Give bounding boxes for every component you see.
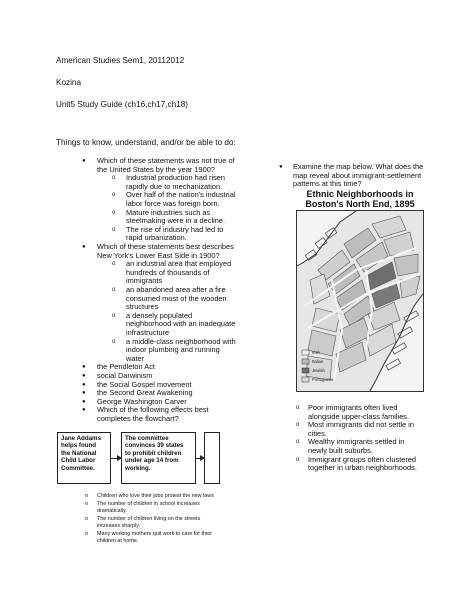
circle-bullet-icon: o xyxy=(85,501,88,507)
circle-bullet-icon: o xyxy=(112,175,116,182)
q2-option-a: an industrial area that employed xyxy=(126,259,232,269)
term-social-darwinism: social Darwinism xyxy=(97,371,153,380)
flowchart-box-2 xyxy=(121,432,196,484)
flowchart-box-1-line: the National xyxy=(61,449,97,457)
circle-bullet-icon: o xyxy=(112,338,116,345)
bullet-icon: ● xyxy=(82,381,86,388)
intro-line: Things to know, understand, and/or be able to do: xyxy=(56,138,236,147)
legend-swatch-jewish xyxy=(302,368,309,373)
q2-text-2: New York's Lower East Side in 1900? xyxy=(97,250,220,260)
q2-option-b-3: structures xyxy=(126,302,159,312)
circle-bullet-icon: o xyxy=(112,287,116,293)
q2-option-c-2: neighborhood with an inadequate xyxy=(126,319,236,329)
q2-option-a-3: immigrants xyxy=(126,276,163,286)
bullet-icon: ● xyxy=(82,364,86,371)
circle-bullet-icon: o xyxy=(296,456,300,463)
term-second-great-awakening: the Second Great Awakening xyxy=(97,388,193,398)
q4-option-a: Poor immigrants often lived xyxy=(308,403,398,412)
q2-text-1: Which of these statements best describes xyxy=(97,242,234,251)
legend-irish: Irish xyxy=(312,350,320,355)
bullet-icon: ● xyxy=(82,244,86,250)
map-title-line-2: Boston's North End, 1895 xyxy=(305,199,415,209)
flowchart-box-1-line: Committee. xyxy=(61,464,95,472)
q1-option-a-2: rapidly due to mechanization. xyxy=(126,181,223,191)
term-social-gospel: the Social Gospel movement xyxy=(97,379,192,389)
circle-bullet-icon: o xyxy=(85,516,88,522)
term-george-washington-carver: George Washington Carver xyxy=(97,396,187,406)
q1-option-b-2: labor force was foreign born. xyxy=(126,199,220,208)
circle-bullet-icon: o xyxy=(85,493,88,499)
flowchart-box-1-line: Child Labor xyxy=(61,457,96,465)
bullet-icon: ● xyxy=(279,164,283,170)
flowchart-arrow-2 xyxy=(196,458,204,459)
teacher-name: Kozina xyxy=(56,78,82,87)
q3-option-a: Children who love their jobs protest the new laws xyxy=(97,493,214,499)
q2-option-b-2: consumed most of the wooden xyxy=(126,293,227,303)
flowchart-box-1-line: helps found xyxy=(61,442,97,450)
flowchart-empty-box xyxy=(204,432,220,484)
map-title-line-1: Ethnic Neighborhoods in xyxy=(306,189,414,199)
q4-option-a-2: alongside upper-class families. xyxy=(308,411,410,421)
flowchart-arrow-1 xyxy=(111,458,121,459)
flowchart-box-2-line: to prohibit children xyxy=(125,449,182,457)
flowchart-box-2-line: convinces 39 states xyxy=(125,442,184,450)
q2-option-d: a middle-class neighborhood with xyxy=(126,336,236,346)
q4-option-c-2: newly built suburbs. xyxy=(308,446,373,455)
q2-option-c: a densely populated xyxy=(126,310,193,320)
q1-text-2: the United States by the year 1900? xyxy=(97,164,215,174)
circle-bullet-icon: o xyxy=(112,209,116,216)
unit-title: Unit5 Study Guide (ch16,ch17,ch18) xyxy=(56,100,188,109)
q3-option-b: The number of children in school increases xyxy=(97,501,200,507)
q4-text-1: Examine the map below. What does the xyxy=(293,162,424,171)
q3-option-d-2: children at home. xyxy=(97,537,139,544)
q3-option-c-2: increases sharply. xyxy=(97,522,141,529)
legend-swatch-irish xyxy=(302,350,309,355)
q3-option-d: Many working mothers quit work to care for their xyxy=(97,531,213,537)
legend-italian: Italian xyxy=(312,359,324,364)
q1-option-d: The rise of industry had led to xyxy=(126,224,224,234)
legend-swatch-italian xyxy=(302,359,309,364)
q3-text-1: Which of the following effects best xyxy=(97,405,209,415)
q3-text-2: completes the flowchart? xyxy=(97,414,179,423)
bullet-icon: ● xyxy=(82,390,86,397)
ethnic-neighborhoods-map xyxy=(296,210,424,392)
q2-option-d-2: indoor plumbing and running xyxy=(126,345,220,355)
circle-bullet-icon: o xyxy=(112,192,116,199)
q4-option-b: Most immigrants did not settle in xyxy=(308,420,414,430)
flowchart-box-1 xyxy=(57,432,111,484)
circle-bullet-icon: o xyxy=(112,226,116,233)
circle-bullet-icon: o xyxy=(296,405,300,411)
bullet-icon: ● xyxy=(82,398,86,405)
circle-bullet-icon: o xyxy=(296,422,300,429)
q4-option-d-2: together in urban neighborhoods. xyxy=(308,463,417,473)
legend-swatch-portuguese xyxy=(302,377,309,382)
circle-bullet-icon: o xyxy=(296,439,300,446)
q3-option-c: The number of children living on the streets xyxy=(97,516,201,522)
q1-option-b: Over half of the nation's industrial xyxy=(126,190,236,200)
q1-text-1: Which of these statements was not true of xyxy=(97,156,235,165)
legend-jewish: Jewish xyxy=(312,368,325,373)
circle-bullet-icon: o xyxy=(112,312,116,319)
circle-bullet-icon: o xyxy=(112,261,116,268)
course-title: American Studies Sem1, 20112012 xyxy=(56,56,185,65)
q4-text-3: patterns at this time? xyxy=(293,179,362,189)
legend-portuguese: Portuguese xyxy=(312,377,334,382)
q1-option-a: Industrial production had risen xyxy=(126,173,226,183)
flowchart-box-2-line: working. xyxy=(125,464,151,472)
q2-option-c-3: infrastructure xyxy=(126,328,170,337)
q1-option-c-2: steelmaking were in a decline. xyxy=(126,216,226,226)
q1-option-d-2: rapid urbanization. xyxy=(126,233,187,243)
q4-option-d: Immigrant groups often clustered xyxy=(308,454,417,464)
bullet-icon: ● xyxy=(82,407,86,414)
term-pendleton-act: the Pendleton Act xyxy=(97,362,155,372)
bullet-icon: ● xyxy=(82,158,86,164)
q4-option-b-2: cities. xyxy=(308,428,327,438)
q2-option-d-3: water xyxy=(126,353,145,363)
q4-option-c: Wealthy immigrants settled in xyxy=(308,437,405,447)
bullet-icon: ● xyxy=(82,373,86,379)
circle-bullet-icon: o xyxy=(85,531,88,537)
q1-option-c: Mature industries such as xyxy=(126,207,211,217)
flowchart-box-2-line: The committee xyxy=(125,435,169,442)
flowchart-box-1-line: Jane Addams xyxy=(61,435,102,442)
q4-text-2: map reveal about immigrant-settlement xyxy=(293,170,422,180)
q3-option-b-2: dramatically. xyxy=(97,507,127,514)
flowchart-box-2-line: under age 14 from xyxy=(125,457,179,465)
q2-option-b: an abandoned area after a fire xyxy=(126,285,226,294)
q2-option-a-2: hundreds of thousands of xyxy=(126,267,210,277)
